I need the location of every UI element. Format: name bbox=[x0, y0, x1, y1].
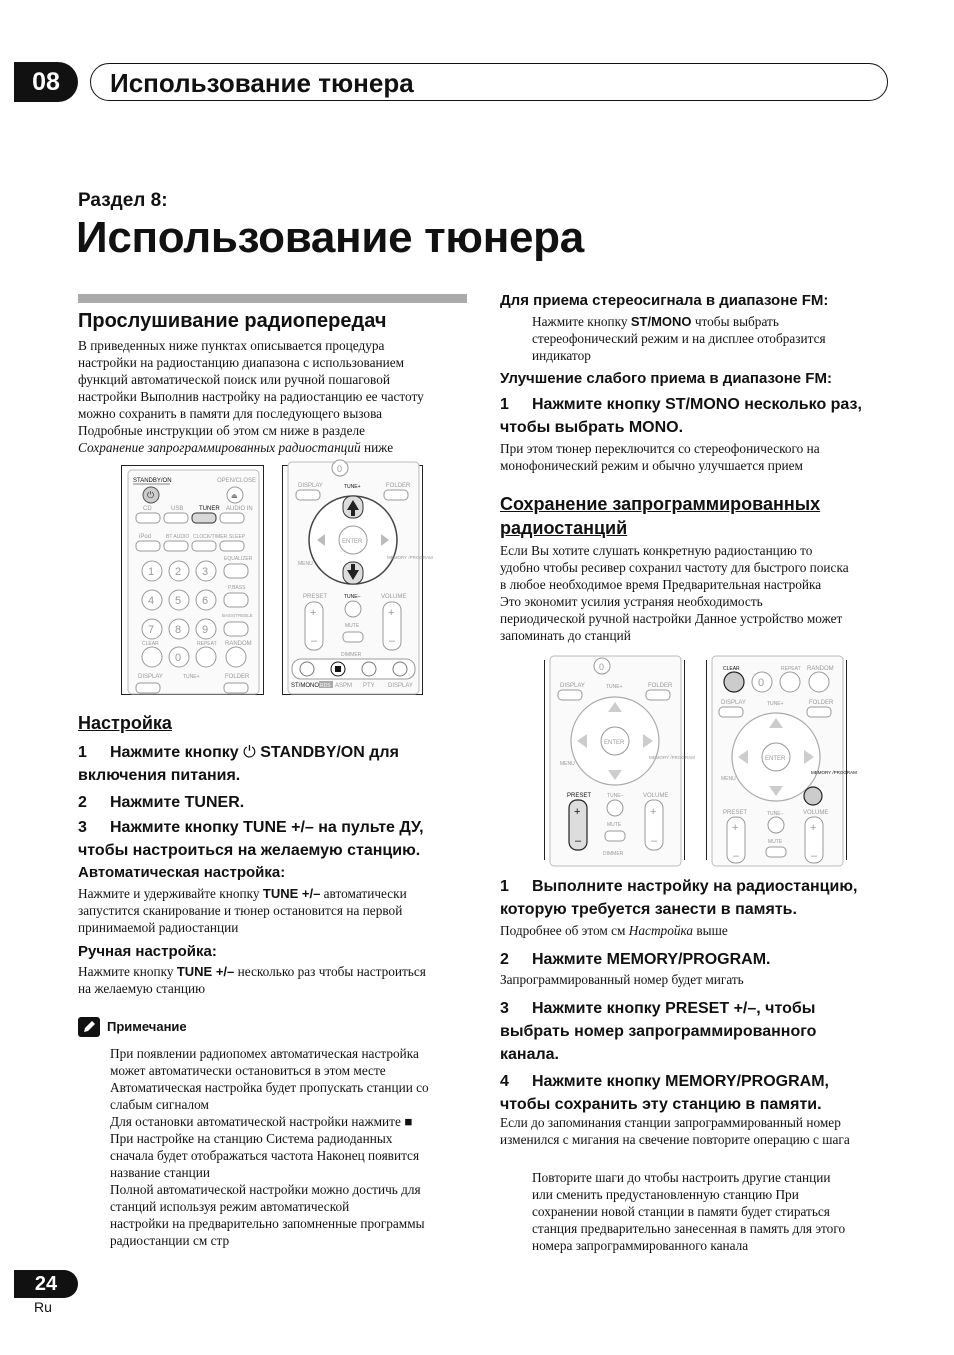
preset-step-3 bbox=[500, 997, 900, 1066]
remote4-preset-label: PRESET bbox=[723, 810, 748, 816]
preset-line: периодической ручной настройки Данное устройство может bbox=[500, 611, 843, 626]
preset-line: Это экономит усилия устраняя необходимость bbox=[500, 594, 763, 609]
listening-ref-tail: ниже bbox=[360, 440, 394, 455]
preset-step-2 bbox=[500, 948, 771, 971]
remote1-random-label: RANDOM bbox=[225, 641, 252, 647]
auto-text: автоматически bbox=[320, 886, 407, 901]
tune-key-label: TUNE +/– bbox=[262, 886, 321, 901]
step3-text-a: Нажмите кнопку TUNE +/– на пульте ДУ, bbox=[110, 819, 424, 836]
step1-text-a: Нажмите кнопку bbox=[110, 744, 244, 761]
remote1-sleep-label: SLEEP bbox=[229, 534, 246, 540]
note-line: При появлении радиопомех автоматическая настройка bbox=[110, 1046, 419, 1061]
svg-text:–: – bbox=[651, 835, 658, 847]
step3-text-b: чтобы настроиться на желаемую станцию. bbox=[78, 842, 421, 859]
p2-note: Запрограммированный номер будет мигать bbox=[500, 972, 744, 987]
listening-line: В приведенных ниже пунктах описывается процедура bbox=[78, 338, 385, 353]
remote4-repeat-label: REPEAT bbox=[781, 666, 801, 672]
remote2-preset-label: PRESET bbox=[303, 594, 328, 600]
repeat-line: или сменить предустановленную станцию При bbox=[532, 1187, 799, 1202]
p4-paragraph bbox=[500, 1114, 900, 1148]
remote4-menu-label: MENU bbox=[721, 776, 736, 782]
svg-text:⏻: ⏻ bbox=[147, 490, 155, 500]
preset-line: запоминать до станций bbox=[500, 628, 631, 643]
remote1-tuneplus-label: TUNE+ bbox=[183, 674, 200, 680]
remote1-standby-label: STANDBY/ON bbox=[133, 478, 172, 484]
repeat-line: номера запрограммированного канала bbox=[532, 1238, 749, 1253]
remote-image-preset-keys bbox=[544, 660, 695, 860]
page-number-badge: 24 bbox=[14, 1270, 78, 1298]
svg-text:+: + bbox=[574, 806, 581, 818]
remote3-folder-label: FOLDER bbox=[648, 683, 673, 689]
remote4-memory-label: MEMORY /PROGRAM bbox=[811, 770, 857, 775]
chapter-number-badge: 08 bbox=[14, 62, 78, 102]
digit-2: 2 bbox=[175, 566, 182, 578]
remote3-mute-label: MUTE bbox=[607, 822, 622, 828]
manual-heading: Ручная настройка: bbox=[78, 943, 217, 960]
preset-step-1 bbox=[500, 875, 900, 921]
remote3-tuneminus-label: TUNE– bbox=[607, 793, 624, 799]
remote4-tuneminus-label: TUNE– bbox=[767, 811, 784, 817]
repeat-line: станция предварительно занесенная в память для этого bbox=[532, 1221, 846, 1236]
listening-line bbox=[78, 439, 468, 456]
digit-9: 9 bbox=[202, 624, 209, 636]
note-line: слабым сигналом bbox=[110, 1097, 209, 1112]
note-line: станций используя режим автоматической bbox=[110, 1199, 350, 1214]
repeat-line: Повторите шаги до чтобы настроить другие станции bbox=[532, 1170, 831, 1185]
tuning-step-3 bbox=[78, 816, 478, 862]
preset-step-4 bbox=[500, 1070, 900, 1116]
remote3-tuneplus-label: TUNE+ bbox=[606, 684, 623, 690]
note-line: радиостанции см стр bbox=[110, 1233, 230, 1248]
weak-step-text: Нажмите кнопку ST/MONO несколько раз, bbox=[532, 396, 862, 413]
remote3-menu-label: MENU bbox=[560, 761, 575, 767]
listening-line: функций автоматической поиск или ручной пошаговой bbox=[78, 372, 390, 387]
digit-0: 0 bbox=[175, 652, 182, 664]
note-line: При настройке на станцию Система радиоданных bbox=[110, 1131, 393, 1146]
remote3-digit0: 0 bbox=[599, 662, 605, 672]
stereo-paragraph bbox=[532, 313, 902, 364]
remote1-openclose-label: OPEN/CLOSE bbox=[217, 478, 257, 484]
repeat-line: сохранении новой станции в памяти будет стираться bbox=[532, 1204, 830, 1219]
digit-1: 1 bbox=[148, 566, 155, 578]
remote2-rds-label: RDS bbox=[320, 683, 331, 689]
tuning-step-1 bbox=[78, 741, 478, 787]
digit-5: 5 bbox=[175, 595, 182, 607]
section-rule bbox=[78, 294, 467, 303]
svg-text:–: – bbox=[575, 835, 582, 847]
remote4-mute-label: MUTE bbox=[768, 839, 783, 845]
remote3-display-label: DISPLAY bbox=[560, 683, 585, 689]
page-language: Ru bbox=[34, 1299, 52, 1315]
power-icon: ⏻ bbox=[243, 744, 256, 761]
digit-4: 4 bbox=[148, 595, 155, 607]
remote-image-memory-keys bbox=[706, 660, 857, 862]
step1-text-b: STANDBY/ON для bbox=[255, 744, 399, 761]
remote1-ipod-label: iPod bbox=[139, 534, 152, 540]
svg-text:+: + bbox=[310, 607, 317, 619]
listening-line: настройки на радиостанцию диапазона с использованием bbox=[78, 355, 405, 370]
remote1-usb-label: USB bbox=[171, 506, 184, 512]
auto-paragraph bbox=[78, 885, 478, 936]
remote2-display-label: DISPLAY bbox=[298, 483, 323, 489]
auto-heading: Автоматическая настройка: bbox=[78, 864, 286, 881]
remote1-clocktimer-label: CLOCK/TIMER bbox=[193, 534, 228, 540]
svg-text:+: + bbox=[650, 806, 657, 818]
note-list bbox=[110, 1045, 470, 1249]
remote2-tuneminus-label: TUNE– bbox=[344, 594, 361, 600]
note-line: сначала будет отображаться частота Наконец появится bbox=[110, 1148, 420, 1163]
svg-text:–: – bbox=[311, 635, 318, 647]
step-number: 1 bbox=[500, 878, 509, 895]
note-line: название станции bbox=[110, 1165, 210, 1180]
stmono-key-label: ST/MONO bbox=[630, 314, 692, 329]
listening-ref: Сохранение запрограммированных радиостанций bbox=[78, 440, 361, 455]
remote3-dimmer-label: DIMMER bbox=[603, 851, 624, 857]
manual-text: Нажмите кнопку bbox=[78, 964, 177, 979]
p1-text: Выполните настройку на радиостанцию, bbox=[532, 878, 858, 895]
svg-text:+: + bbox=[732, 822, 739, 834]
p1-note bbox=[500, 922, 728, 939]
remote3-volume-label: VOLUME bbox=[643, 793, 669, 799]
weak-text: монофонический режим и обычно улучшается прием bbox=[500, 458, 803, 473]
digit-6: 6 bbox=[202, 595, 209, 607]
digit-8: 8 bbox=[175, 624, 182, 636]
listening-paragraph bbox=[78, 337, 468, 456]
remote1-basstreble-label: BASS/TREBLE bbox=[222, 613, 253, 618]
svg-text:–: – bbox=[733, 850, 740, 862]
remote1-audioin-label: AUDIO IN bbox=[226, 506, 253, 512]
note-pencil-icon bbox=[78, 1017, 100, 1037]
preset-heading-line: радиостанций bbox=[500, 518, 628, 538]
remote2-volume-label: VOLUME bbox=[381, 594, 407, 600]
svg-text:⏏: ⏏ bbox=[231, 493, 238, 500]
weak-step-1 bbox=[500, 393, 900, 439]
p1-note-ref: Настройка bbox=[628, 923, 694, 938]
remote1-pbass-label: P.BASS bbox=[228, 585, 246, 591]
stereo-text: индикатор bbox=[532, 348, 591, 363]
remote4-display-label: DISPLAY bbox=[721, 700, 746, 706]
repeat-paragraph bbox=[532, 1169, 902, 1254]
remote2-display2-label: DISPLAY bbox=[388, 683, 413, 689]
preset-line: в любое необходимое время Предварительная настройка bbox=[500, 577, 822, 592]
manual-text: на желаемую станцию bbox=[78, 981, 206, 996]
remote2-pty-label: PTY bbox=[363, 683, 375, 689]
remote4-clear-label: CLEAR bbox=[723, 666, 740, 672]
p3-text: канала. bbox=[500, 1046, 559, 1063]
p3-text: Нажмите кнопку PRESET +/–, чтобы bbox=[532, 1000, 816, 1017]
remote1-clear-label: CLEAR bbox=[142, 641, 159, 647]
remote3-preset-label: PRESET bbox=[567, 793, 592, 799]
step-number: 1 bbox=[78, 744, 87, 761]
step-number: 1 bbox=[500, 396, 509, 413]
p4-text: чтобы сохранить эту станцию в памяти. bbox=[500, 1096, 822, 1113]
svg-text:–: – bbox=[811, 850, 818, 862]
stereo-text: стереофонический режим и на дисплее отобразится bbox=[532, 331, 826, 346]
note-heading: Примечание bbox=[107, 1019, 187, 1034]
section-label: Раздел 8: bbox=[78, 190, 168, 211]
remote1-tuner-label: TUNER bbox=[199, 506, 220, 512]
remote2-menu-label: MENU bbox=[298, 561, 313, 567]
auto-text: Нажмите и удерживайте кнопку bbox=[78, 886, 263, 901]
step1-text-c: включения питания. bbox=[78, 767, 241, 784]
auto-text: запустится сканирование и тюнер остановится на первой bbox=[78, 903, 403, 918]
p1-text: которую требуется занести в память. bbox=[500, 901, 797, 918]
listening-line: настройки Выполнив настройку на радиостанцию ее частоту bbox=[78, 389, 424, 404]
p2-text: Нажмите MEMORY/PROGRAM. bbox=[532, 951, 771, 968]
tuning-heading: Настройка bbox=[78, 713, 172, 733]
weak-text: При этом тюнер переключится со стереофонического на bbox=[500, 441, 820, 456]
remote-image-source-buttons bbox=[121, 465, 264, 695]
step-number: 2 bbox=[78, 794, 87, 811]
listening-heading: Прослушивание радиопередач bbox=[78, 310, 387, 332]
weak-paragraph bbox=[500, 440, 900, 474]
remote3-memory-label: MEMORY /PROGRAM bbox=[649, 755, 695, 760]
step2-text: Нажмите TUNER. bbox=[110, 794, 245, 811]
listening-line: можно сохранить в памяти для последующего вызова bbox=[78, 406, 383, 421]
section-title: Использование тюнера bbox=[76, 213, 584, 262]
remote2-folder-label: FOLDER bbox=[386, 483, 411, 489]
p4-line: Если до запоминания станции запрограммированный номер bbox=[500, 1115, 841, 1130]
svg-text:+: + bbox=[810, 822, 817, 834]
remote3-enter-label: ENTER bbox=[604, 740, 625, 746]
remote1-equalizer-label: EQUALIZER bbox=[224, 556, 253, 562]
p4-line: изменился с мигания на свечение повторите операцию с шага bbox=[500, 1132, 850, 1147]
remote-image-tuner-keys bbox=[282, 464, 433, 695]
svg-text:+: + bbox=[388, 607, 395, 619]
remote2-mute-label: MUTE bbox=[345, 623, 360, 629]
note-line: Автоматическая настройка будет пропускать станции со bbox=[110, 1080, 429, 1095]
preset-line: удобно чтобы ресивер сохранил частоту для быстрого поиска bbox=[500, 560, 849, 575]
digit-7: 7 bbox=[148, 624, 155, 636]
note-line: может автоматически остановиться в этом месте bbox=[110, 1063, 386, 1078]
remote1-cd-label: CD bbox=[143, 506, 152, 512]
step-number: 2 bbox=[500, 951, 509, 968]
digit-3: 3 bbox=[202, 566, 209, 578]
remote4-digit0: 0 bbox=[758, 677, 765, 689]
remote1-display-label: DISPLAY bbox=[138, 674, 163, 680]
step-number: 4 bbox=[500, 1073, 509, 1090]
preset-paragraph bbox=[500, 542, 900, 644]
stereo-text: чтобы выбрать bbox=[691, 314, 779, 329]
weak-heading: Улучшение слабого приема в диапазоне FM: bbox=[500, 370, 832, 387]
p1-note-text: выше bbox=[693, 923, 728, 938]
stereo-heading: Для приема стереосигнала в диапазоне FM: bbox=[500, 292, 829, 309]
preset-heading bbox=[500, 492, 820, 540]
manual-paragraph bbox=[78, 963, 478, 997]
p3-text: выбрать номер запрограммированного bbox=[500, 1023, 817, 1040]
auto-text: принимаемой радиостанции bbox=[78, 920, 239, 935]
remote1-folder-label: FOLDER bbox=[225, 674, 250, 680]
remote2-stmono-label: ST/MONO bbox=[291, 683, 319, 689]
remote2-enter-label: ENTER bbox=[342, 539, 363, 545]
header-title: Использование тюнера bbox=[110, 68, 414, 98]
stereo-text: Нажмите кнопку bbox=[532, 314, 631, 329]
manual-text: несколько раз чтобы настроиться bbox=[234, 964, 426, 979]
note-line: настройки на предварительно запомненные программы bbox=[110, 1216, 425, 1231]
p4-text: Нажмите кнопку MEMORY/PROGRAM, bbox=[532, 1073, 829, 1090]
remote2-dimmer-label: DIMMER bbox=[341, 652, 362, 658]
weak-step-text: чтобы выбрать MONO. bbox=[500, 419, 684, 436]
remote1-btaudio-label: BT AUDIO bbox=[166, 534, 190, 540]
remote4-enter-label: ENTER bbox=[765, 756, 786, 762]
remote4-tuneplus-label: TUNE+ bbox=[767, 701, 784, 707]
remote2-memory-label: MEMORY /PROGRAM bbox=[387, 555, 433, 560]
remote4-folder-label: FOLDER bbox=[809, 700, 834, 706]
step-number: 3 bbox=[500, 1000, 509, 1017]
remote2-tuneplus-label: TUNE+ bbox=[344, 484, 361, 490]
tune-key-label: TUNE +/– bbox=[176, 964, 235, 979]
listening-line: Подробные инструкции об этом см ниже в разделе bbox=[78, 423, 366, 438]
remote4-random-label: RANDOM bbox=[807, 666, 834, 672]
step-number: 3 bbox=[78, 819, 87, 836]
tuning-step-2 bbox=[78, 791, 244, 814]
preset-line: Если Вы хотите слушать конкретную радиостанцию то bbox=[500, 543, 813, 558]
remote4-volume-label: VOLUME bbox=[803, 810, 829, 816]
note-line: Для остановки автоматической настройки нажмите ■ bbox=[110, 1114, 413, 1129]
remote1-repeat-label: REPEAT bbox=[197, 641, 217, 647]
note-line: Полной автоматической настройки можно достичь для bbox=[110, 1182, 421, 1197]
svg-text:–: – bbox=[389, 635, 396, 647]
remote2-aspm-label: ASPM bbox=[335, 683, 353, 689]
p1-note-text: Подробнее об этом см bbox=[500, 923, 629, 938]
preset-heading-line: Сохранение запрограммированных bbox=[500, 494, 821, 514]
remote2-digit0: 0 bbox=[337, 464, 343, 474]
